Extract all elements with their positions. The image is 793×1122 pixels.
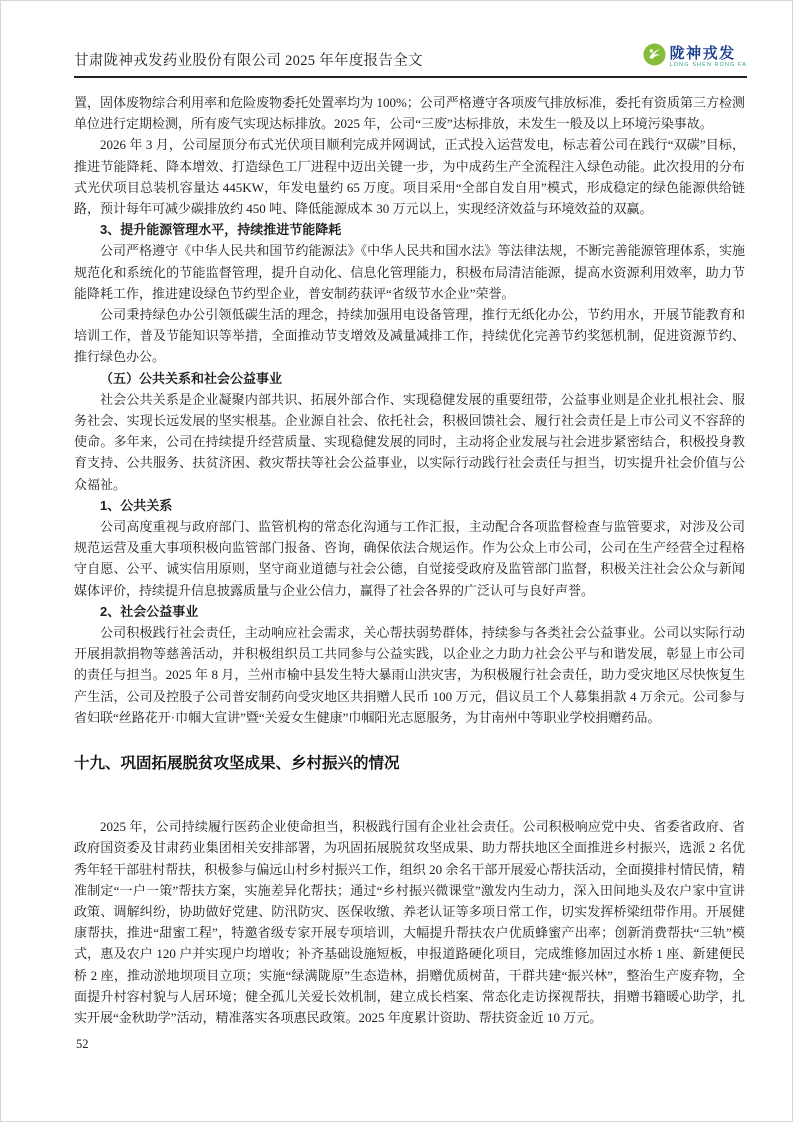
company-logo [643,43,747,71]
logo-chinese-name: 陇神戎发 [669,44,736,62]
logo-latin-name: LONG SHEN RONG FA [669,62,747,68]
paragraph-green-office: 公司秉持绿色办公引领低碳生活的理念，持续加强用电设备管理，推行无纸化办公，节约用水，开展节能教育和培训工作，普及节能知识等举措，全面推动节支增效及减量减排工作，持续优化完善节约奖惩机制，促进资源节约、推行绿色办公。 [74,307,745,365]
section-heading-rural-revitalization: 十九、巩固拓展脱贫攻坚成果、乡村振兴的情况 [74,755,400,773]
paragraph-rural-revitalization: 2025 年，公司持续履行医药企业使命担当，积极践行国有企业社会责任。公司积极响应党中央、省委省政府、省政府国资委及甘肃药业集团相关安排部署，为巩固拓展脱贫攻坚成果、助力帮扶地区全面推进乡村振兴，选派 2 名优秀年轻干部驻村帮扶，积极参与偏远山村乡村振兴工作，组织 20 余名干部开展爱心帮扶活动，全面摸排村情民情，精准制定“一户一策”帮扶方案，实施差异化帮扶；通过“乡村振兴微课堂”激发内生动力，深入田间地头及农户家中宣讲政策、调解纠纷，协助做好党建、防汛防灾、医保收缴、养老认证等多项日常工作，切实发挥桥梁纽带作用。开展健康帮扶，推进“甜蜜工程”，特邀省级专家开展专项培训，大幅提升帮扶农户优质蜂蜜产出率；创新消费帮扶“三轨”模式，惠及农户 120 户并实现户均增收；补齐基础设施短板，申报道路硬化项目，完成维修加固过水桥 1 座、新建便民桥 2 座，推动淤地坝项目立项；实施“绿满陇原”生态造林，捐赠优质树苗，干群共建“振兴林”，整治生产废弃物，全面提升村容村貌与人居环境；健全孤儿关爱长效机制，建立成长档案、常态化走访探视帮扶，捐赠书籍暖心助学，扎实开展“金秋助学”活动，精准落实各项惠民政策。2025 年度累计资助、帮扶资金近 10 万元。 [74,819,745,1025]
page-header [74,43,747,78]
subheading-public-relations: 1、公共关系 [100,497,173,513]
subheading-social-welfare: 2、社会公益事业 [100,603,199,619]
paragraph-energy-laws: 公司严格遵守《中华人民共和国节约能源法》《中华人民共和国水法》等法律法规，不断完善能源管理体系，实施规范化和系统化的节能监督管理，提升自动化、信息化管理能力，积极布局清洁能源，提高水资源利用效率，助力节能降耗工作，推进建设绿色节约型企业，普安制药获评“省级节水企业”荣誉。 [74,243,745,301]
subheading-public-relations-welfare: （五）公共关系和社会公益事业 [100,370,283,386]
logo-bird-icon [643,43,666,71]
paragraph-charity-donations: 公司积极践行社会责任，主动响应社会需求，关心帮扶弱势群体，持续参与各类社会公益事业。公司以实际行动开展捐款捐物等慈善活动，并积极组织员工共同参与公益实践，以企业之力助力社会公平与和谐发展，彰显上市公司的责任与担当。2025 年 8 月，兰州市榆中县发生特大暴雨山洪灾害，为积极履行社会责任，助力受灾地区尽快恢复生产生活，公司及控股子公司普安制药向受灾地区共捐赠人民币 100 万元，倡议员工个人募集捐款 4 万余元。公司参与省妇联“丝路花开·巾帼大宣讲”暨“关爱女生健康”巾帼阳光志愿服务，为甘南州中等职业学校捐赠药品。 [74,625,745,725]
logo-wordmark [670,46,747,69]
report-title: 甘肃陇神戎发药业股份有限公司 2025 年年度报告全文 [74,53,423,69]
paragraph-solar-project: 2026 年 3 月，公司屋顶分布式光伏项目顺利完成并网调试，正式投入运营发电，标志着公司在践行“双碳”目标，推进节能降耗、降本增效、打造绿色工厂进程中迈出关键一步，为中成药生产全流程注入绿色动能。此次投用的分布式光伏项目总装机容量达 445KW，年发电量约 65 万度。项目采用“全部自发自用”模式，形成稳定的绿色能源供给链路，预计每年可减少碳排放约 450 吨、降低能源成本 30 万元以上，实现经济效益与环境效益的双赢。 [74,137,745,217]
document-body [74,92,745,1028]
subheading-energy-management: 3、提升能源管理水平，持续推进节能降耗 [100,222,342,238]
paragraph-waste-compliance: 置，固体废物综合利用率和危险废物委托处置率均为 100%；公司严格遵守各项废气排放标准，委托有资质第三方检测单位进行定期检测，所有废气实现达标排放。2025 年，公司“三废”达标排放，未发生一般及以上环境污染事故。 [74,95,745,132]
page-number: 52 [76,1037,89,1051]
paragraph-public-welfare-overview: 社会公共关系是企业凝聚内部共识、拓展外部合作、实现稳健发展的重要纽带，公益事业则是企业扎根社会、服务社会、实现长远发展的坚实根基。企业源自社会、依托社会，积极回馈社会、履行社会责任是上市公司义不容辞的使命。多年来，公司在持续提升经营质量、实现稳健发展的同时，主动将企业发展与社会进步紧密结合，积极投身教育支持、公共服务、扶贫济困、救灾帮扶等社会公益事业，以实际行动践行社会责任与担当，切实提升社会价值与公众福祉。 [74,391,745,492]
paragraph-regulator-communication: 公司高度重视与政府部门、监管机构的常态化沟通与工作汇报，主动配合各项监督检查与监管要求，对涉及公司规范运营及重大事项积极向监管部门报备、咨询，确保依法合规运作。作为公众上市公司，公司在生产经营全过程格守自愿、公平、诚实信用原则，坚守商业道德与社会公德，自觉接受政府及监管部门监督，积极关注社会公众与新闻媒体评价，持续提升信息披露质量与企业公信力，赢得了社会各界的广泛认可与良好声誉。 [74,519,745,598]
